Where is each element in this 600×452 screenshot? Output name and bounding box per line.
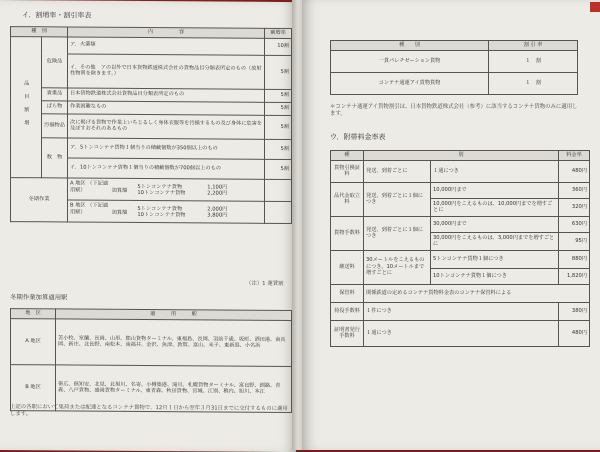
winter-a-cell xyxy=(68,177,265,200)
fee-detail: 10,000円をこえるものは、10,000円までを増すごとに xyxy=(431,198,559,216)
col-detail: 別 xyxy=(364,151,559,161)
discount-note: ＊コンテナ通運アイ貨物割引は、日本貨物鉄道株式会社（参考）に該当するコンテナ貨物のみに適用します。 xyxy=(330,104,578,118)
row-kind: 貴重品 xyxy=(42,87,68,100)
area-stations: 苫小牧、室蘭、長岡、山形、郡山貨物ターミナル、東福島、長岡、羽前千歳、坂町、酒田港、南長岡、新庄、北長野、南松本、南福井、金沢、魚津、敦賀、富山、米子、東新潟、小名浜 xyxy=(56,318,292,366)
row-content: 日本貨物鉄道株式会社貨物品目分類表所定のもの xyxy=(68,87,265,101)
winter-b10-value: 3,800円 xyxy=(207,212,228,219)
fee-detail: 30,000円まで xyxy=(431,216,559,232)
winter-a5-label: 5トンコンテナ貨物 xyxy=(137,183,183,191)
fee-rate: 630円 xyxy=(559,216,590,232)
fee-cond: １件につき xyxy=(364,302,559,320)
col-kind: 種 別 xyxy=(331,41,489,51)
discount-rate: １ 割 xyxy=(489,50,578,72)
fee-rate: 95円 xyxy=(559,232,590,250)
row-rate: 5割 xyxy=(265,55,292,89)
col-rate: 割 引 率 xyxy=(489,41,578,51)
row-kind: ばら物 xyxy=(42,100,68,113)
fee-rate: 480円 xyxy=(559,160,590,182)
area-label: A 地区 xyxy=(11,318,56,364)
row-rate: 10割 xyxy=(265,38,292,55)
fees-table xyxy=(330,150,590,347)
red-bookmark-tab xyxy=(590,2,600,12)
col-area: 地 区 xyxy=(11,309,56,319)
fee-rate: 880円 xyxy=(559,250,590,268)
row-rate: 5割 xyxy=(265,159,292,179)
winter-a-area: A 地区 （下記適用駅） xyxy=(70,180,109,194)
fee-kind: 保管料 xyxy=(331,284,364,302)
col-kind: 種 xyxy=(331,151,364,161)
right-page xyxy=(302,0,600,450)
section-title-winter-stations: 冬期作業加算適用駅 xyxy=(10,293,68,302)
discount-table xyxy=(330,40,578,95)
fee-detail: 10トンコンテナ貨物１個につき xyxy=(431,268,559,284)
category-vertical: 品目割増 xyxy=(11,36,42,177)
winter-a10-label: 10トンコンテナ貨物 xyxy=(137,190,186,197)
fee-kind: 貨物引換証料 xyxy=(331,160,364,182)
fee-rate: 480円 xyxy=(559,320,590,346)
winter-a10-value: 2,200円 xyxy=(207,190,228,197)
fee-rate: 360円 xyxy=(559,182,590,198)
fee-cond: 発送、到着ごとに１個につき xyxy=(364,216,431,250)
row-content: ア．5トンコンテナ貨物１個当りの積載個数が350個以上のもの xyxy=(68,137,265,158)
row-kind: 数 物 xyxy=(42,137,68,177)
fee-cond: １通につき xyxy=(364,320,559,346)
col-content: 内 容 xyxy=(68,27,265,38)
fee-kind: 貨物手数料 xyxy=(331,216,364,250)
fee-kind: 荷役手数料 xyxy=(331,302,364,320)
fee-kind: 証明書発行手数料 xyxy=(331,320,364,346)
fee-detail: 5トンコンテナ貨物１個につき xyxy=(431,250,559,268)
discount-rate: １ 割 xyxy=(489,72,578,94)
row-rate: 5割 xyxy=(265,89,292,102)
table1-footnote: （注）1 運賃割 xyxy=(246,280,284,287)
fee-rate: 380円 xyxy=(559,302,590,320)
surcharge-table xyxy=(10,26,292,223)
row-content: ア．火薬類 xyxy=(68,36,265,54)
fee-rate: 1,820円 xyxy=(559,268,590,284)
row-rate: 5割 xyxy=(265,139,292,159)
winter-a5-value: 1,100円 xyxy=(207,184,228,191)
section-title-rates: イ．割増率・割引率表 xyxy=(22,11,92,20)
winter-note: 上記の各駅において集荷または配達となるコンテナ貨物で、12月１日から翌年３月31日までに交付するものに適用します。 xyxy=(10,404,288,418)
fee-kind: 継送料 xyxy=(331,250,364,284)
col-kind: 種 別 xyxy=(11,27,68,37)
row-rate: 5割 xyxy=(265,102,292,115)
winter-b-add: 加算額 xyxy=(111,209,128,216)
area-stations: 帯広、倶知安、北見、北旭川、名寄、小樽築港、滝川、札幌貨物ターミナル、富良野、釧路、青森、八戸貨物、盛岡貨物ターミナル、東青森、秋田貨物、宮城、江別、稚内、旭川、本江 xyxy=(56,364,292,412)
col-rate: 料金率 xyxy=(559,151,590,161)
winter-b5-value: 2,000円 xyxy=(207,206,228,213)
winter-b5-label: 5トンコンテナ貨物 xyxy=(137,205,183,213)
winter-b-cell xyxy=(68,199,265,222)
fee-cond: 発送、到着ごとに１個につき xyxy=(364,182,431,216)
fee-rate: 320円 xyxy=(559,198,590,216)
fee-cond: 関係鉄道の定めるコンテナ貨物料金表のコンテナ保管料による xyxy=(364,284,590,302)
row-content: イ．10トンコンテナ貨物１個当りの積載個数が700個以上のもの xyxy=(68,157,265,178)
fee-detail: １通につき xyxy=(431,160,559,182)
fee-cond: 発送、到着ごとに xyxy=(364,160,431,182)
row-content: イ．その他 アの以外で日本貨物鉄道株式会社の貨物品目分類表所定のもの（放射性物質を除きます。） xyxy=(68,53,265,88)
discount-kind: 一貫パレチゼーション貨物 xyxy=(331,50,489,72)
row-rate: 5割 xyxy=(265,115,292,139)
winter-a-add: 加算額 xyxy=(111,187,128,194)
row-kind: 危険品 xyxy=(42,36,68,87)
row-content: 作業困難なもの xyxy=(68,100,265,114)
col-stations: 適 用 駅 xyxy=(56,309,292,320)
fee-cond: 30メートルをこえるものにつき、10メートルまで増すごとに xyxy=(364,250,431,284)
winter-b-area: B 地区 （下記適用駅） xyxy=(70,202,109,216)
left-page xyxy=(0,0,296,452)
fee-detail: 10,000円まで xyxy=(431,182,559,198)
fee-kind: 品代金取立料 xyxy=(331,182,364,216)
winter-stations-table xyxy=(10,308,292,412)
winter-b10-label: 10トンコンテナ貨物 xyxy=(137,212,186,219)
discount-kind: コンテナ通運アイ貨物貨物 xyxy=(331,72,489,94)
row-content: 次に掲げる貨物で作業上いちじるしく身体衣服等を汚損するもの及び身体に危害を及ぼすおそれのあるもの xyxy=(68,113,265,138)
area-label: B 地区 xyxy=(11,364,56,410)
winter-kind: 冬期作業 xyxy=(11,177,68,221)
row-kind: 汚損物品 xyxy=(42,113,68,137)
fee-detail: 30,000円をこえるものは、3,000円までを増すごとに xyxy=(431,232,559,250)
col-rate: 割増率 xyxy=(265,28,292,38)
section-title-fees: ウ．附帯料金率表 xyxy=(330,133,386,141)
